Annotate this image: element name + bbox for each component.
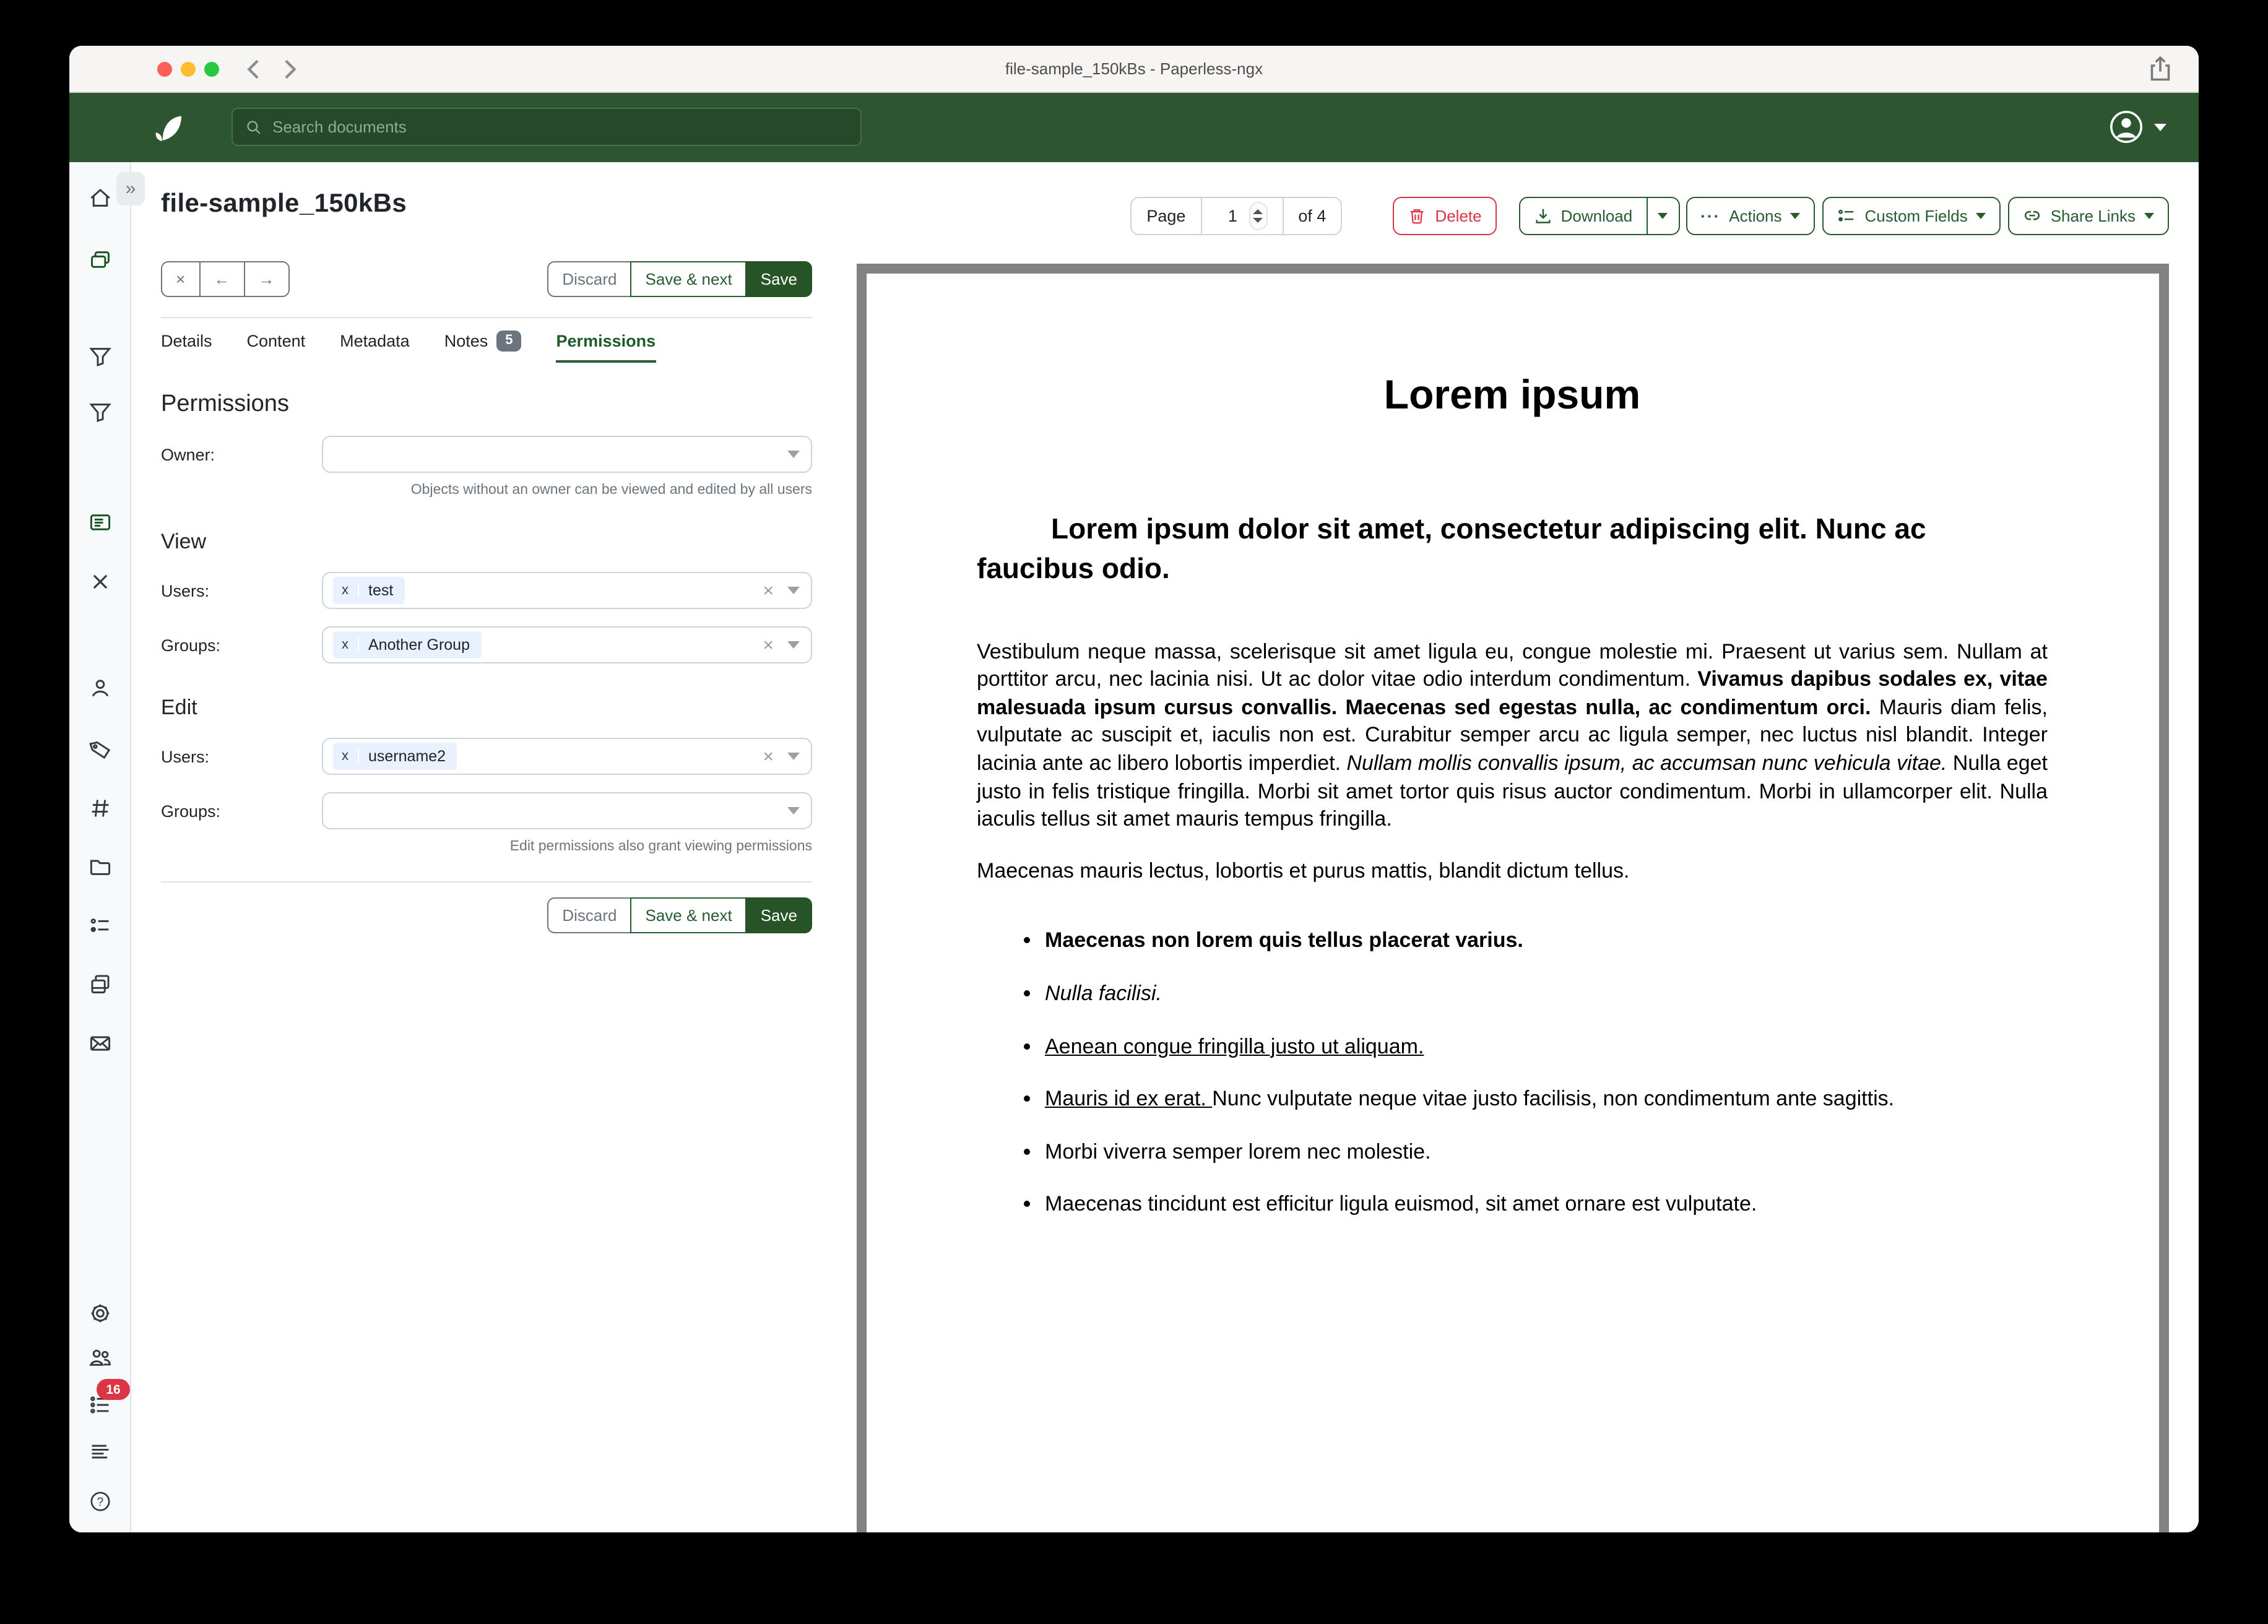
share-links-dropdown-button[interactable] (2009, 197, 2169, 235)
edit-groups-label: Groups: (161, 801, 221, 821)
pdf-preview-frame[interactable] (857, 264, 2169, 1532)
tab-label: Content (246, 332, 306, 351)
tab-content[interactable] (247, 332, 306, 363)
edit-groups-select[interactable] (322, 792, 812, 829)
user-avatar-icon (2108, 109, 2144, 145)
text-span: Nulla facilisi. (1045, 981, 1162, 1005)
custom-fields-icon (1838, 207, 1856, 225)
chip-label: test (368, 582, 394, 600)
close-document-button[interactable]: × (161, 261, 200, 297)
divider (161, 317, 812, 318)
global-search (232, 108, 862, 146)
sidebar-item-open-document[interactable] (89, 511, 111, 533)
clear-selection-icon[interactable]: × (763, 746, 774, 767)
view-groups-label: Groups: (161, 636, 221, 655)
svg-text:?: ? (96, 1495, 103, 1509)
text-span: Nulla eget justo in felis tristique fringilla. Morbi sit amet tortor quis risus auctor condimentum. Morbi in ullamcorper elit. Nulla iaculis tellus sit amet mauris tempus fringilla. (977, 751, 2048, 831)
owner-label: Owner: (161, 445, 215, 464)
save-next-button[interactable]: Save & next (631, 261, 747, 297)
document-paragraph-1 (977, 638, 2048, 834)
text-span: Maecenas tincidunt est efficitur ligula euismod, sit amet ornare est vulputate. (1045, 1192, 1757, 1216)
delete-button[interactable] (1393, 197, 1496, 235)
chevron-down-icon[interactable] (787, 587, 800, 594)
chevron-down-icon[interactable] (787, 451, 800, 458)
owner-row (161, 436, 812, 473)
document-heading-1: Lorem ipsum (1383, 371, 1641, 417)
text-span: Nunc vulputate neque vitae justo facilisis, non condimentum ante sagittis. (1212, 1087, 1895, 1111)
document-paragraph-2: Maecenas mauris lectus, lobortis et purus mattis, blandit dictum tellus. (977, 858, 1630, 883)
selected-user-chip (333, 577, 404, 604)
delete-label: Delete (1435, 207, 1482, 225)
edit-help-text: Edit permissions also grant viewing permissions (509, 839, 812, 855)
divider (161, 881, 812, 883)
chip-remove-icon[interactable]: x (333, 583, 358, 598)
view-groups-select[interactable] (322, 626, 812, 663)
edit-groups-row (161, 792, 812, 829)
previous-document-button[interactable]: ← (199, 261, 245, 297)
clear-selection-icon[interactable]: × (763, 634, 774, 656)
chevron-down-icon (1976, 213, 1986, 219)
download-icon (1534, 207, 1552, 225)
sidebar-item-storage-paths[interactable] (89, 915, 111, 937)
chip-label: Another Group (368, 636, 470, 654)
document-bullet-list (977, 928, 2048, 1219)
text-span: Morbi viverra semper lorem nec molestie. (1045, 1139, 1431, 1164)
tab-permissions[interactable] (556, 332, 656, 363)
custom-fields-label: Custom Fields (1864, 207, 1968, 225)
view-section-heading: View (161, 530, 207, 554)
window-title: file-sample_150kBs - Paperless-ngx (1005, 59, 1263, 78)
text-span: Nullam mollis convallis ipsum, ac accumsan nunc vehicula vitae. (1346, 751, 1947, 775)
tab-metadata[interactable] (340, 332, 410, 363)
save-actions-row-bottom (161, 897, 812, 933)
search-icon (245, 118, 262, 136)
document-tabs (161, 330, 812, 364)
owner-help-text: Objects without an owner can be viewed and edited by all users (410, 483, 812, 498)
edit-users-label: Users: (161, 747, 210, 766)
sidebar-item-tags[interactable] (89, 738, 111, 760)
owner-select[interactable] (322, 436, 812, 473)
tasks-count-badge: 16 (97, 1379, 130, 1400)
document-bullet-item (1045, 1086, 2048, 1113)
page-number-control (1200, 197, 1283, 235)
tab-details[interactable] (161, 332, 212, 363)
sidebar-item-close-all-icon[interactable] (89, 571, 111, 593)
chevron-down-icon (2144, 213, 2154, 219)
save-actions-group-top (547, 261, 812, 297)
sidebar-item-document-types[interactable] (89, 855, 111, 878)
document-title: file-sample_150kBs (161, 189, 407, 218)
sidebar-expand-button[interactable]: » (116, 172, 145, 205)
chevron-down-icon (1658, 213, 1668, 219)
sidebar-item-custom-fields-hash[interactable] (89, 797, 111, 819)
document-nav-row (161, 261, 812, 297)
chevron-down-icon[interactable] (787, 753, 800, 760)
user-menu[interactable] (2108, 109, 2166, 145)
page-spinner[interactable] (1249, 202, 1267, 230)
text-span: Maecenas non lorem quis tellus placerat varius. (1045, 928, 1523, 952)
sidebar-item-users-groups[interactable] (89, 1347, 111, 1369)
text-span: Mauris diam felis, vulputate ac suscipit et, iaculis non est. Curabitur semper arcu ac ligula semper, nec luctus nisl blandit. Integer lacinia ante ac libero lobortis imperdiet. (977, 695, 2048, 775)
sidebar-item-correspondents[interactable] (89, 677, 111, 699)
save-button[interactable]: Save (746, 261, 812, 297)
document-nav-group (161, 261, 289, 297)
permissions-heading: Permissions (161, 391, 289, 418)
edit-users-row (161, 738, 812, 775)
chip-label: username2 (368, 748, 446, 766)
custom-fields-dropdown-button[interactable] (1823, 197, 2001, 235)
tab-label: Permissions (556, 332, 656, 351)
sidebar-item-help-icon[interactable] (89, 1490, 111, 1513)
spinner-up-icon[interactable] (1253, 209, 1263, 214)
document-toolbar (1130, 197, 2169, 235)
download-options-caret[interactable] (1647, 197, 1679, 235)
chip-remove-icon[interactable]: x (333, 637, 358, 652)
document-bullet-item (1045, 1138, 2048, 1166)
page-number-input[interactable] (1216, 207, 1249, 225)
link-icon (2023, 207, 2042, 225)
main-area (131, 162, 2199, 1532)
edit-users-select[interactable] (322, 738, 812, 775)
sidebar-item-logs[interactable] (89, 1441, 111, 1463)
save-next-button[interactable]: Save & next (631, 897, 747, 933)
text-span: Vivamus dapibus sodales ex, vitae malesuada ipsum cursus convallis. Maecenas sed egestas nulla, ac condimentum orci. (977, 667, 2048, 719)
search-input[interactable] (272, 118, 848, 136)
page-navigation-group (1130, 197, 1342, 235)
download-split-button (1519, 197, 1680, 235)
document-heading-2: Lorem ipsum dolor sit amet, consectetur adipiscing elit. Nunc ac faucibus odio. (977, 512, 1926, 585)
document-detail-panel (161, 162, 812, 933)
save-actions-group-bottom (547, 897, 812, 933)
selected-group-chip (333, 631, 481, 659)
tab-notes[interactable] (444, 330, 522, 364)
app-window (69, 46, 2199, 1532)
chevron-down-icon[interactable] (787, 641, 800, 649)
sidebar-item-documents[interactable] (89, 249, 111, 271)
page-count-label: of 4 (1282, 197, 1342, 235)
document-bullet-item (1045, 980, 2048, 1008)
discard-button[interactable]: Discard (547, 261, 631, 297)
chevron-down-icon (1791, 213, 1801, 219)
chevron-down-icon (2154, 123, 2166, 131)
trash-icon (1408, 207, 1426, 225)
document-bullet-item (1045, 928, 2048, 956)
pdf-page (867, 274, 2159, 1532)
next-document-button[interactable]: → (243, 261, 289, 297)
tab-label: Metadata (340, 332, 410, 351)
paperless-leaf-logo-icon (151, 110, 186, 145)
spinner-down-icon[interactable] (1253, 218, 1263, 223)
actions-label: Actions (1729, 207, 1782, 225)
sidebar-item-saved-view-1[interactable] (89, 345, 111, 368)
tab-label: Details (161, 332, 212, 351)
tab-label: Notes (444, 332, 488, 351)
ellipsis-icon: ··· (1700, 207, 1721, 225)
sidebar-item-saved-view-2[interactable] (89, 401, 111, 423)
macos-titlebar (69, 46, 2199, 93)
document-bullet-item (1045, 1191, 2048, 1219)
app-body (69, 162, 2199, 1532)
chevron-down-icon[interactable] (787, 807, 800, 814)
clear-selection-icon[interactable]: × (763, 580, 774, 602)
selected-user-chip (333, 743, 457, 770)
sidebar (69, 162, 131, 1532)
text-span: Mauris id ex erat. (1045, 1087, 1213, 1111)
discard-button[interactable]: Discard (547, 897, 631, 933)
sidebar-item-workflows[interactable] (89, 973, 111, 995)
sidebar-item-mail[interactable] (89, 1032, 111, 1055)
edit-section-heading: Edit (161, 696, 197, 720)
text-span: Vestibulum neque massa, scelerisque sit amet ligula eu, congue molestie mi. Praesent ut varius sem. Nullam at porttitor arcu, nec lacinia nisi. Ut ac dolor vitae odio interdum condimentum. (977, 639, 2048, 691)
view-users-select[interactable] (322, 572, 812, 609)
app-header (69, 93, 2199, 162)
document-bullet-item (1045, 1033, 2048, 1061)
sidebar-item-dashboard[interactable] (89, 187, 111, 209)
share-icon[interactable] (2145, 54, 2175, 84)
view-users-label: Users: (161, 581, 210, 600)
download-label: Download (1560, 207, 1633, 225)
view-users-row (161, 572, 812, 609)
notes-count-badge: 5 (496, 330, 521, 352)
page-label: Page (1130, 197, 1201, 235)
view-groups-row (161, 626, 812, 663)
save-button[interactable]: Save (746, 897, 812, 933)
actions-dropdown-button[interactable] (1686, 197, 1815, 235)
download-button[interactable] (1519, 197, 1648, 235)
text-span: Aenean congue fringilla justo ut aliquam. (1045, 1034, 1424, 1058)
chip-remove-icon[interactable]: x (333, 749, 358, 764)
share-links-label: Share Links (2050, 207, 2136, 225)
sidebar-item-settings-gear-icon[interactable] (89, 1302, 111, 1324)
